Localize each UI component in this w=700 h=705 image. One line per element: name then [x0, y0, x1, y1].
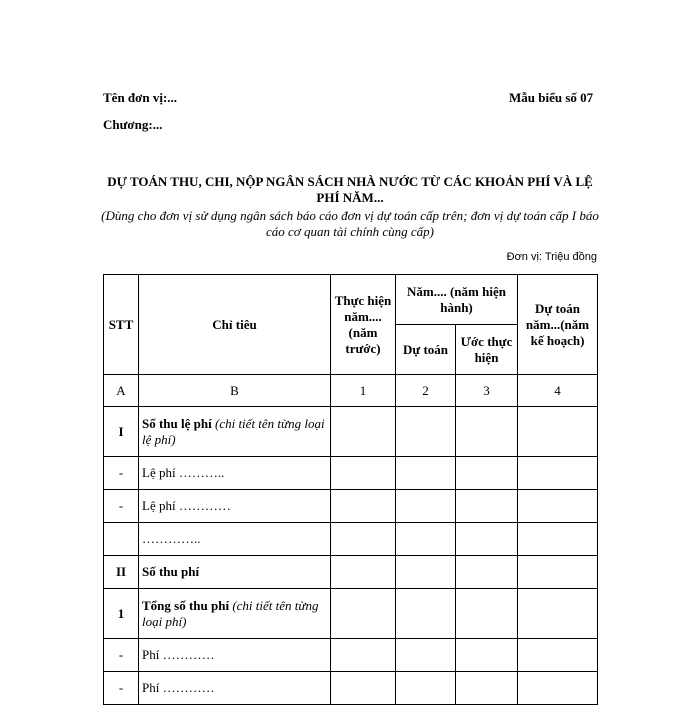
- header-uoc-thuc-hien: Ước thực hiện: [456, 325, 518, 375]
- value-cell: [331, 407, 396, 457]
- row-label: Tổng số thu phí: [142, 597, 230, 613]
- index-cell: 2: [396, 375, 456, 407]
- row-stt: -: [104, 639, 139, 672]
- currency-unit-label: Đơn vị: Triệu đồng: [506, 251, 597, 263]
- table-row: [104, 490, 598, 523]
- value-cell: [331, 490, 396, 523]
- header-stt: STT: [104, 275, 139, 375]
- document-subtitle: (Dùng cho đơn vị sử dụng ngân sách báo cáo đơn vị dự toán cấp trên; đơn vị dự toán cấp I báo cáo cơ quan tài chính cùng cấp): [101, 208, 599, 239]
- chapter-label: Chương:...: [103, 117, 163, 132]
- row-stt: [104, 523, 139, 556]
- value-cell: [456, 457, 518, 490]
- value-cell: [331, 457, 396, 490]
- value-cell: [331, 589, 396, 639]
- value-cell: [396, 523, 456, 556]
- header-du-toan-ke-hoach: Dự toán năm...(năm kế hoạch): [518, 275, 598, 375]
- value-cell: [518, 639, 598, 672]
- value-cell: [396, 457, 456, 490]
- value-cell: [456, 490, 518, 523]
- value-cell: [331, 639, 396, 672]
- row-stt: -: [104, 490, 139, 523]
- row-stt: II: [104, 556, 139, 589]
- header-du-toan: Dự toán: [396, 325, 456, 375]
- value-cell: [518, 556, 598, 589]
- form-number-label: Mẫu biểu số 07: [509, 90, 594, 105]
- table-row: [104, 556, 598, 589]
- index-cell: 3: [456, 375, 518, 407]
- value-cell: [518, 589, 598, 639]
- header-nam-hien-hanh: Năm.... (năm hiện hành): [396, 275, 518, 325]
- row-label-cell: [139, 589, 331, 639]
- table-row: [104, 589, 598, 639]
- value-cell: [456, 556, 518, 589]
- index-cell: A: [104, 375, 139, 407]
- row-label: Số thu phí: [139, 556, 331, 589]
- row-note: (chi tiết tên từng loại phí): [142, 597, 319, 629]
- value-cell: [518, 490, 598, 523]
- value-cell: [518, 407, 598, 457]
- budget-table: [103, 274, 598, 705]
- value-cell: [396, 589, 456, 639]
- table-row: [104, 523, 598, 556]
- index-cell: 4: [518, 375, 598, 407]
- value-cell: [396, 639, 456, 672]
- header-thuc-hien: Thực hiện năm.... (năm trước): [331, 275, 396, 375]
- table-row: [104, 639, 598, 672]
- value-cell: [331, 523, 396, 556]
- table-row: [104, 407, 598, 457]
- value-cell: [331, 556, 396, 589]
- row-label: …………..: [139, 523, 331, 556]
- index-cell: 1: [331, 375, 396, 407]
- row-stt: -: [104, 457, 139, 490]
- value-cell: [456, 639, 518, 672]
- value-cell: [456, 407, 518, 457]
- value-cell: [518, 523, 598, 556]
- value-cell: [396, 490, 456, 523]
- value-cell: [396, 556, 456, 589]
- row-label: Lệ phí …………: [139, 490, 331, 523]
- row-label: Phí …………: [139, 672, 331, 705]
- document-title: DỰ TOÁN THU, CHI, NỘP NGÂN SÁCH NHÀ NƯỚC TỪ CÁC KHOẢN PHÍ VÀ LỆ PHÍ NĂM...: [107, 174, 593, 205]
- value-cell: [396, 407, 456, 457]
- row-stt: -: [104, 672, 139, 705]
- row-label: Phí …………: [139, 639, 331, 672]
- value-cell: [456, 589, 518, 639]
- row-label: Số thu lệ phí: [142, 415, 212, 431]
- index-cell: B: [139, 375, 331, 407]
- row-stt: I: [104, 407, 139, 457]
- unit-name-label: Tên đơn vị:...: [103, 90, 178, 105]
- row-label-cell: [139, 407, 331, 457]
- table-row: [104, 457, 598, 490]
- row-label: Lệ phí ………..: [139, 457, 331, 490]
- row-stt: 1: [104, 589, 139, 639]
- header-chi-tieu: Chỉ tiêu: [139, 275, 331, 375]
- value-cell: [456, 523, 518, 556]
- value-cell: [518, 457, 598, 490]
- row-note: (chi tiết tên từng loại lệ phí): [142, 415, 325, 447]
